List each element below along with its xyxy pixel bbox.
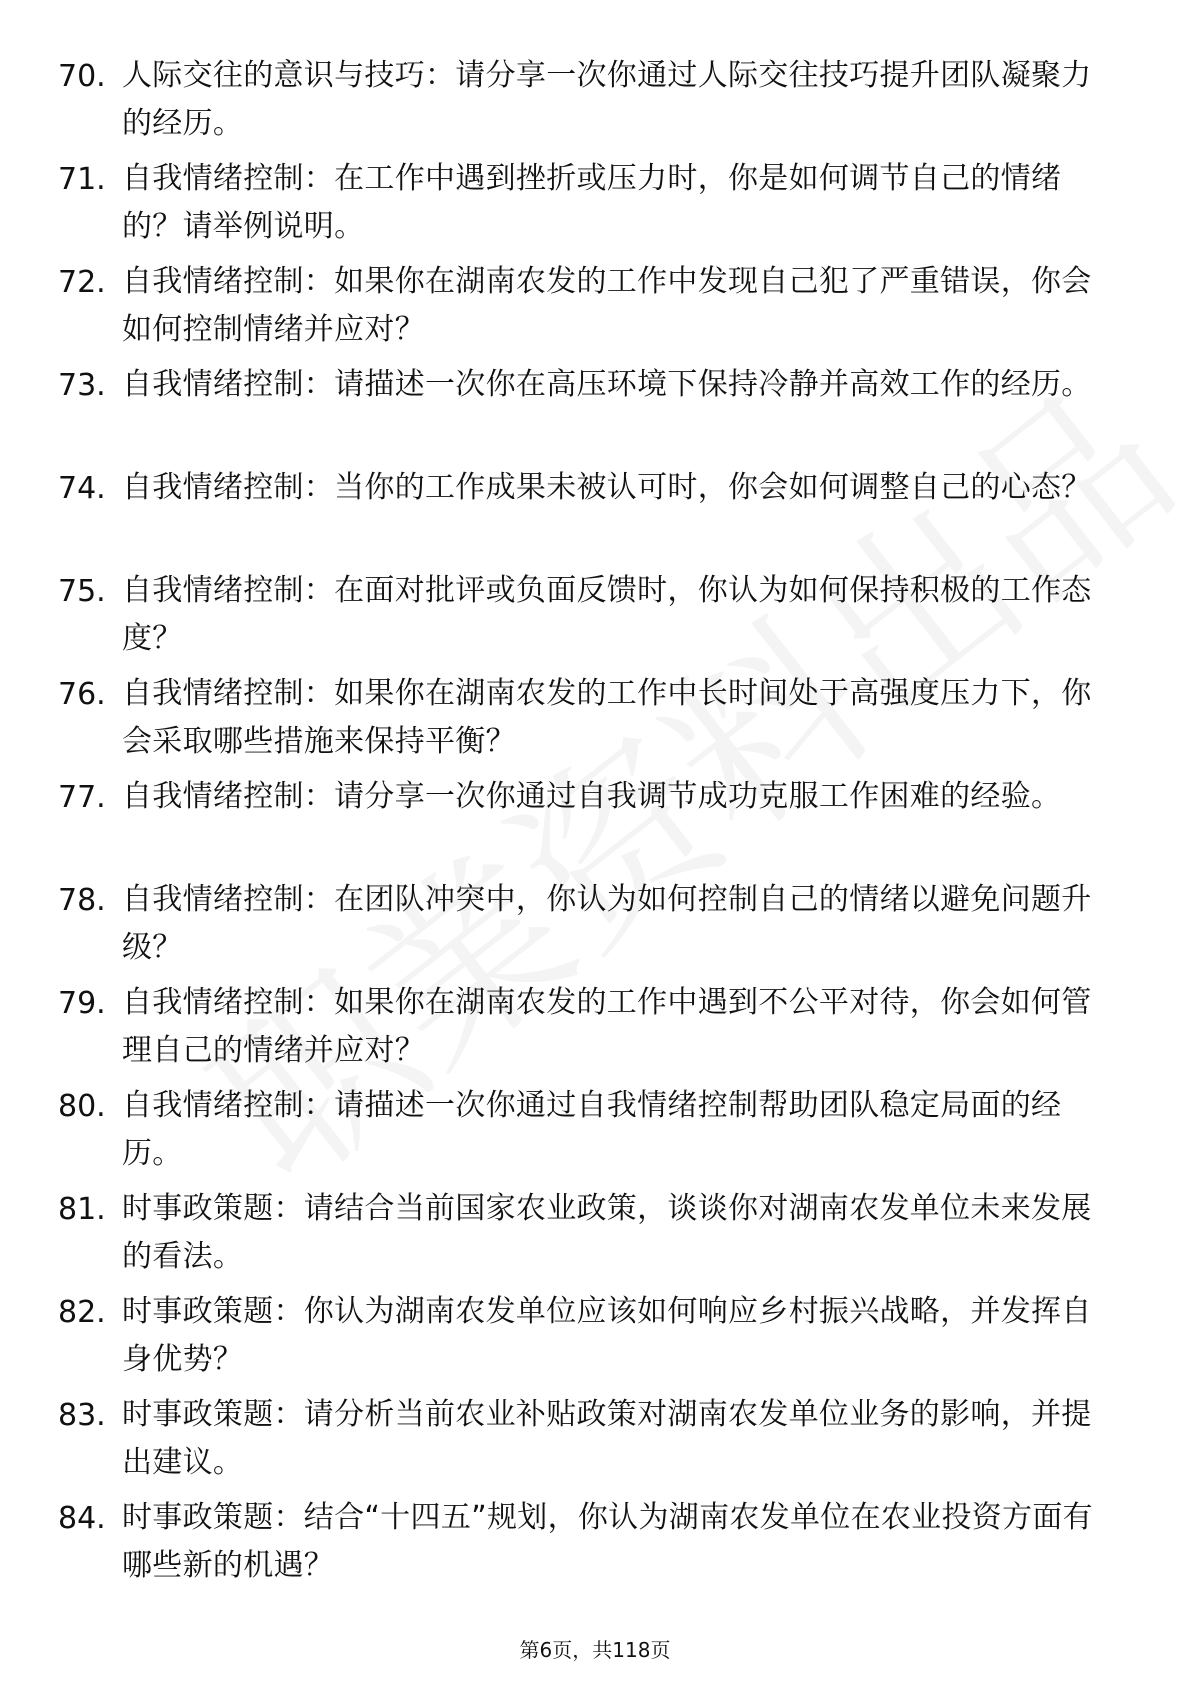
question-text: 时事政策题：结合“十四五”规划，你认为湖南农发单位在农业投资方面有哪些新的机遇？	[122, 1500, 1093, 1583]
question-number: 80.	[58, 1089, 106, 1124]
question-number: 70.	[58, 59, 106, 94]
question-item	[58, 361, 1118, 464]
question-number: 72.	[58, 265, 106, 300]
question-text: 自我情绪控制：如果你在湖南农发的工作中遇到不公平对待，你会如何管理自己的情绪并应对？	[122, 985, 1092, 1068]
question-number: 83.	[58, 1398, 106, 1433]
question-number: 79.	[58, 986, 106, 1021]
question-text: 人际交往的意识与技巧：请分享一次你通过人际交往技巧提升团队凝聚力的经历。	[122, 58, 1092, 141]
question-text: 时事政策题：你认为湖南农发单位应该如何响应乡村振兴战略，并发挥自身优势？	[122, 1294, 1092, 1377]
question-text: 自我情绪控制：如果你在湖南农发的工作中长时间处于高强度压力下，你会采取哪些措施来保持平衡？	[122, 676, 1092, 759]
question-item	[58, 155, 1118, 258]
question-number: 73.	[58, 368, 106, 403]
question-number: 82.	[58, 1295, 106, 1330]
question-item	[58, 1082, 1118, 1185]
question-text: 自我情绪控制：在工作中遇到挫折或压力时，你是如何调节自己的情绪的？请举例说明。	[122, 161, 1062, 244]
question-number: 78.	[58, 883, 106, 918]
question-number: 75.	[58, 574, 106, 609]
question-item	[58, 979, 1118, 1082]
page-footer: 第6页，共118页	[519, 1638, 671, 1662]
question-item	[58, 773, 1118, 876]
question-item	[58, 464, 1118, 567]
question-number: 74.	[58, 471, 106, 506]
question-item	[58, 670, 1118, 773]
question-number: 84.	[58, 1501, 106, 1536]
question-item	[58, 567, 1118, 670]
question-text: 时事政策题：请结合当前国家农业政策，谈谈你对湖南农发单位未来发展的看法。	[122, 1191, 1092, 1274]
question-number: 81.	[58, 1192, 106, 1227]
question-item	[58, 1288, 1118, 1391]
question-text: 自我情绪控制：请分享一次你通过自我调节成功克服工作困难的经验。	[122, 779, 1062, 814]
question-text: 自我情绪控制：请描述一次你通过自我情绪控制帮助团队稳定局面的经历。	[122, 1088, 1062, 1171]
question-item	[58, 52, 1118, 155]
question-item	[58, 1185, 1118, 1288]
question-number: 71.	[58, 162, 106, 197]
question-text: 自我情绪控制：如果你在湖南农发的工作中发现自己犯了严重错误，你会如何控制情绪并应对？	[122, 264, 1092, 347]
question-text: 自我情绪控制：在面对批评或负面反馈时，你认为如何保持积极的工作态度？	[122, 573, 1092, 656]
question-number: 77.	[58, 780, 106, 815]
question-list	[58, 52, 1118, 1597]
question-text: 自我情绪控制：请描述一次你在高压环境下保持冷静并高效工作的经历。	[122, 367, 1092, 402]
question-text: 时事政策题：请分析当前农业补贴政策对湖南农发单位业务的影响，并提出建议。	[122, 1397, 1092, 1480]
question-item	[58, 876, 1118, 979]
question-text: 自我情绪控制：当你的工作成果未被认可时，你会如何调整自己的心态？	[122, 470, 1092, 505]
question-item	[58, 1391, 1118, 1494]
question-text: 自我情绪控制：在团队冲突中，你认为如何控制自己的情绪以避免问题升级？	[122, 882, 1092, 965]
question-item	[58, 1494, 1118, 1597]
question-item	[58, 258, 1118, 361]
question-number: 76.	[58, 677, 106, 712]
